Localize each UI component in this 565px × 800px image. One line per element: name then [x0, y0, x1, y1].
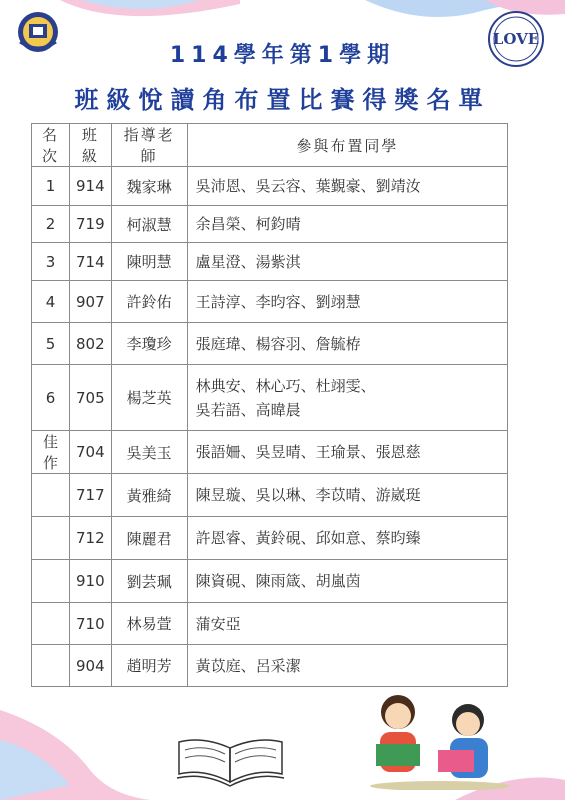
students-cell: 張語姍、吳昱晴、王瑜景、張恩慈 — [187, 431, 507, 474]
table-row — [32, 243, 508, 281]
teacher-cell: 柯淑慧 — [111, 206, 187, 243]
class-cell: 802 — [70, 323, 112, 365]
teacher-cell: 李瓊珍 — [111, 323, 187, 365]
students-cell: 黃苡庭、呂采潔 — [187, 645, 507, 687]
header-teacher: 指導老師 — [111, 124, 187, 167]
table-row — [32, 603, 508, 645]
header-rank: 名次 — [32, 124, 70, 167]
students-cell: 陳昱璇、吳以琳、李苡晴、游崴珽 — [187, 474, 507, 517]
rank-cell: 6 — [32, 365, 70, 431]
rank-cell: 佳作 — [32, 431, 70, 474]
class-cell: 705 — [70, 365, 112, 431]
table-row — [32, 167, 508, 206]
teacher-cell: 許鈴佑 — [111, 281, 187, 323]
class-cell: 719 — [70, 206, 112, 243]
teacher-cell: 陳麗君 — [111, 517, 187, 560]
rank-cell — [32, 560, 70, 603]
table-row — [32, 431, 508, 474]
teacher-cell: 劉芸珮 — [111, 560, 187, 603]
table-row — [32, 206, 508, 243]
rank-cell: 5 — [32, 323, 70, 365]
rank-cell — [32, 603, 70, 645]
class-cell: 717 — [70, 474, 112, 517]
students-cell: 吳沛恩、吳云容、葉覲豪、劉靖汝 — [187, 167, 507, 206]
table-row — [32, 474, 508, 517]
students-cell: 張庭瑋、楊容羽、詹毓栫 — [187, 323, 507, 365]
teacher-cell: 黃雅綺 — [111, 474, 187, 517]
header-students: 參與布置同學 — [187, 124, 507, 167]
rank-cell: 1 — [32, 167, 70, 206]
class-cell: 710 — [70, 603, 112, 645]
rank-cell: 3 — [32, 243, 70, 281]
open-book-icon — [173, 730, 288, 792]
class-cell: 907 — [70, 281, 112, 323]
teacher-cell: 魏家琳 — [111, 167, 187, 206]
rank-cell: 2 — [32, 206, 70, 243]
students-cell — [187, 365, 507, 431]
table-row — [32, 517, 508, 560]
students-cell: 盧星澄、湯紫淇 — [187, 243, 507, 281]
class-cell: 712 — [70, 517, 112, 560]
table-row — [32, 560, 508, 603]
award-table — [31, 123, 508, 687]
table-row — [32, 323, 508, 365]
table-header-row — [32, 124, 508, 167]
teacher-cell: 林易萱 — [111, 603, 187, 645]
students-line: 林典安、林心巧、杜翊雯、 — [195, 376, 376, 395]
teacher-cell: 楊芝英 — [111, 365, 187, 431]
kids-reading-icon — [368, 690, 513, 790]
table-row — [32, 645, 508, 687]
students-cell: 王詩淳、李昀容、劉翊慧 — [187, 281, 507, 323]
ribbon-bottom-left — [0, 690, 150, 800]
rank-cell — [32, 474, 70, 517]
students-cell: 余昌榮、柯鈞晴 — [187, 206, 507, 243]
students-cell: 陳資硯、陳雨箴、胡嵐茵 — [187, 560, 507, 603]
header-class: 班級 — [70, 124, 112, 167]
students-cell: 蒲安亞 — [187, 603, 507, 645]
students-cell: 許恩睿、黃鈴硯、邱如意、蔡昀臻 — [187, 517, 507, 560]
class-cell: 914 — [70, 167, 112, 206]
table-row — [32, 365, 508, 431]
class-cell: 714 — [70, 243, 112, 281]
teacher-cell: 陳明慧 — [111, 243, 187, 281]
teacher-cell: 趙明芳 — [111, 645, 187, 687]
class-cell: 910 — [70, 560, 112, 603]
rank-cell: 4 — [32, 281, 70, 323]
page-subtitle: 班級悅讀角布置比賽得獎名單 — [74, 86, 491, 114]
teacher-cell: 吳美玉 — [111, 431, 187, 474]
page-title: 114學年第1學期 — [169, 43, 396, 68]
class-cell: 904 — [70, 645, 112, 687]
class-cell: 704 — [70, 431, 112, 474]
rank-cell — [32, 645, 70, 687]
rank-cell — [32, 517, 70, 560]
students-line: 吳若語、高暐晨 — [195, 400, 301, 419]
love-logo-text: LOVE — [492, 30, 540, 48]
table-row — [32, 281, 508, 323]
